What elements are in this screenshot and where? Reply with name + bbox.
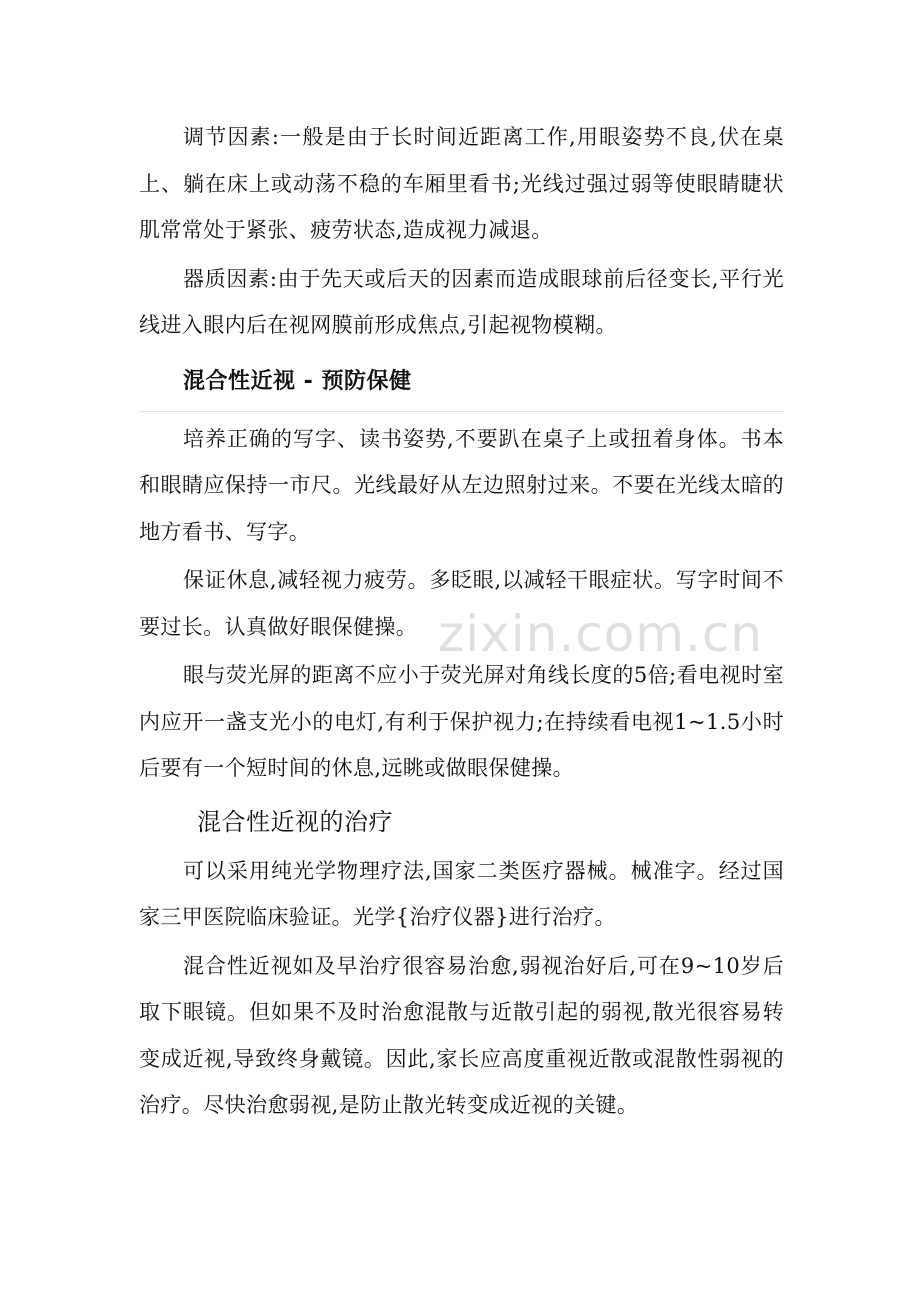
- paragraph-prevention-rest: 保证休息,减轻视力疲劳。多眨眼,以减轻干眼症状。写字时间不要过长。认真做好眼保健操。: [139, 568, 784, 639]
- paragraph-prevention-posture: 培养正确的写字、读书姿势,不要趴在桌子上或扭着身体。书本和眼睛应保持一市尺。光线最好从左边照射过来。不要在光线太暗的地方看书、写字。: [139, 426, 784, 544]
- document-body: [139, 114, 784, 1129]
- section-title-prevention: 混合性近视 - 预防保健: [139, 355, 784, 412]
- site-watermark: zixin.com.cn: [438, 605, 764, 663]
- paragraph-treatment-early: 混合性近视如及早治疗很容易治愈,弱视治好后,可在9~10岁后取下眼镜。但如果不及时治愈混散与近散引起的弱视,散光很容易转变成近视,导致终身戴镜。因此,家长应高度重视近散或混散性弱视的治疗。尽快治愈弱视,是防止散光转变成近视的关键。: [139, 953, 784, 1117]
- paragraph-organic-factor: 器质因素:由于先天或后天的因素而造成眼球前后径变长,平行光线进入眼内后在视网膜前形成焦点,引起视物模糊。: [139, 266, 784, 337]
- section-title-treatment: 混合性近视的治疗: [197, 807, 393, 836]
- paragraph-prevention-screen: 眼与荧光屏的距离不应小于荧光屏对角线长度的5倍;看电视时室内应开一盏支光小的电灯,有利于保护视力;在持续看电视1~1.5小时后要有一个短时间的休息,远眺或做眼保健操。: [139, 663, 784, 780]
- paragraph-treatment-method: 可以采用纯光学物理疗法,国家二类医疗器械。械准字。经过国家三甲医院临床验证。光学{治疗仪器}进行治疗。: [139, 858, 784, 929]
- paragraph-adjustment-factor: 调节因素:一般是由于长时间近距离工作,用眼姿势不良,伏在桌上、躺在床上或动荡不稳的车厢里看书;光线过强过弱等使眼睛睫状肌常常处于紧张、疲劳状态,造成视力减退。: [139, 125, 784, 242]
